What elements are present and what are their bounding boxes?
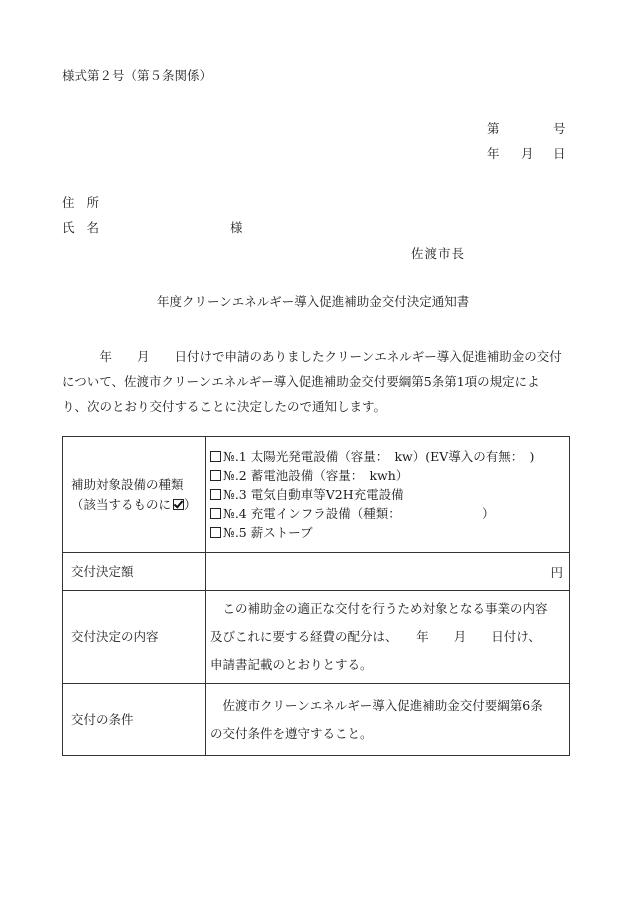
condition-header: 交付の条件 bbox=[63, 684, 206, 756]
checkbox-icon[interactable] bbox=[210, 489, 221, 500]
table-row-equipment bbox=[63, 437, 570, 553]
notice-body-line: について、佐渡市クリーンエネルギー導入促進補助金交付要綱第5条第1項の規定によ bbox=[62, 374, 540, 389]
amount-value-cell[interactable] bbox=[206, 553, 570, 591]
equipment-option[interactable]: №.3 電気自動車等V2H充電設備 bbox=[210, 485, 569, 504]
content-line: 申請書記載のとおりとする。 bbox=[210, 657, 373, 672]
condition-line: 佐渡市クリーンエネルギー導入促進補助金交付要綱第6条 bbox=[210, 697, 543, 713]
document-title: 年度クリーンエネルギー導入促進補助金交付決定通知書 bbox=[157, 294, 470, 309]
decision-table bbox=[62, 436, 570, 756]
equipment-option[interactable]: №.1 太陽光発電設備（容量： kw）(EV導入の有無： ) bbox=[210, 447, 569, 466]
table-row-condition bbox=[63, 684, 570, 756]
honorific-label: 様 bbox=[230, 220, 243, 235]
sender-name: 佐渡市長 bbox=[411, 246, 466, 261]
date-month-label: 月 bbox=[521, 146, 534, 161]
amount-header: 交付決定額 bbox=[63, 553, 206, 591]
condition-value-cell bbox=[206, 684, 570, 756]
checkbox-icon[interactable] bbox=[210, 508, 221, 519]
checkmark-box-icon bbox=[173, 499, 184, 510]
notice-body-line: り、次のとおり交付することに決定したので通知します。 bbox=[62, 399, 387, 414]
condition-line: の交付条件を遵守すること。 bbox=[210, 725, 373, 741]
notice-body-line: 年 月 日付けで申請のありましたクリーンエネルギー導入促進補助金の交付 bbox=[62, 349, 562, 364]
equipment-options-cell bbox=[206, 437, 570, 553]
equipment-option[interactable]: №.2 蓄電池設備（容量： kwh） bbox=[210, 466, 569, 485]
checkbox-icon[interactable] bbox=[210, 470, 221, 481]
table-row-amount bbox=[63, 553, 570, 591]
equipment-type-header bbox=[63, 437, 206, 553]
equipment-type-label: 補助対象設備の種類 bbox=[71, 476, 184, 492]
equipment-option[interactable]: №.5 薪ストーブ bbox=[210, 523, 569, 542]
date-day-label: 日 bbox=[553, 146, 566, 161]
table-row-content bbox=[63, 591, 570, 684]
content-header: 交付決定の内容 bbox=[63, 591, 206, 684]
content-line: この補助金の適正な交付を行うため対象となる事業の内容 bbox=[210, 601, 548, 616]
notice-body bbox=[62, 344, 570, 419]
equipment-type-note: （該当するものに ） bbox=[71, 496, 197, 512]
equipment-option[interactable]: №.4 充電インフラ設備（種類： ） bbox=[210, 504, 569, 523]
form-number-label: 様式第２号（第５条関係） bbox=[62, 68, 213, 83]
content-value-cell bbox=[206, 591, 570, 684]
checkbox-icon[interactable] bbox=[210, 527, 221, 538]
date-year-label: 年 bbox=[487, 146, 500, 161]
address-label: 住所 bbox=[62, 195, 112, 210]
content-line: 及びこれに要する経費の配分は、 年 月 日付け、 bbox=[210, 629, 541, 644]
document-number-prefix: 第 bbox=[487, 121, 500, 136]
name-label: 氏名 bbox=[62, 220, 112, 235]
document-number-suffix: 号 bbox=[553, 121, 566, 136]
checkbox-icon[interactable] bbox=[210, 451, 221, 462]
amount-unit: 円 bbox=[550, 564, 563, 580]
